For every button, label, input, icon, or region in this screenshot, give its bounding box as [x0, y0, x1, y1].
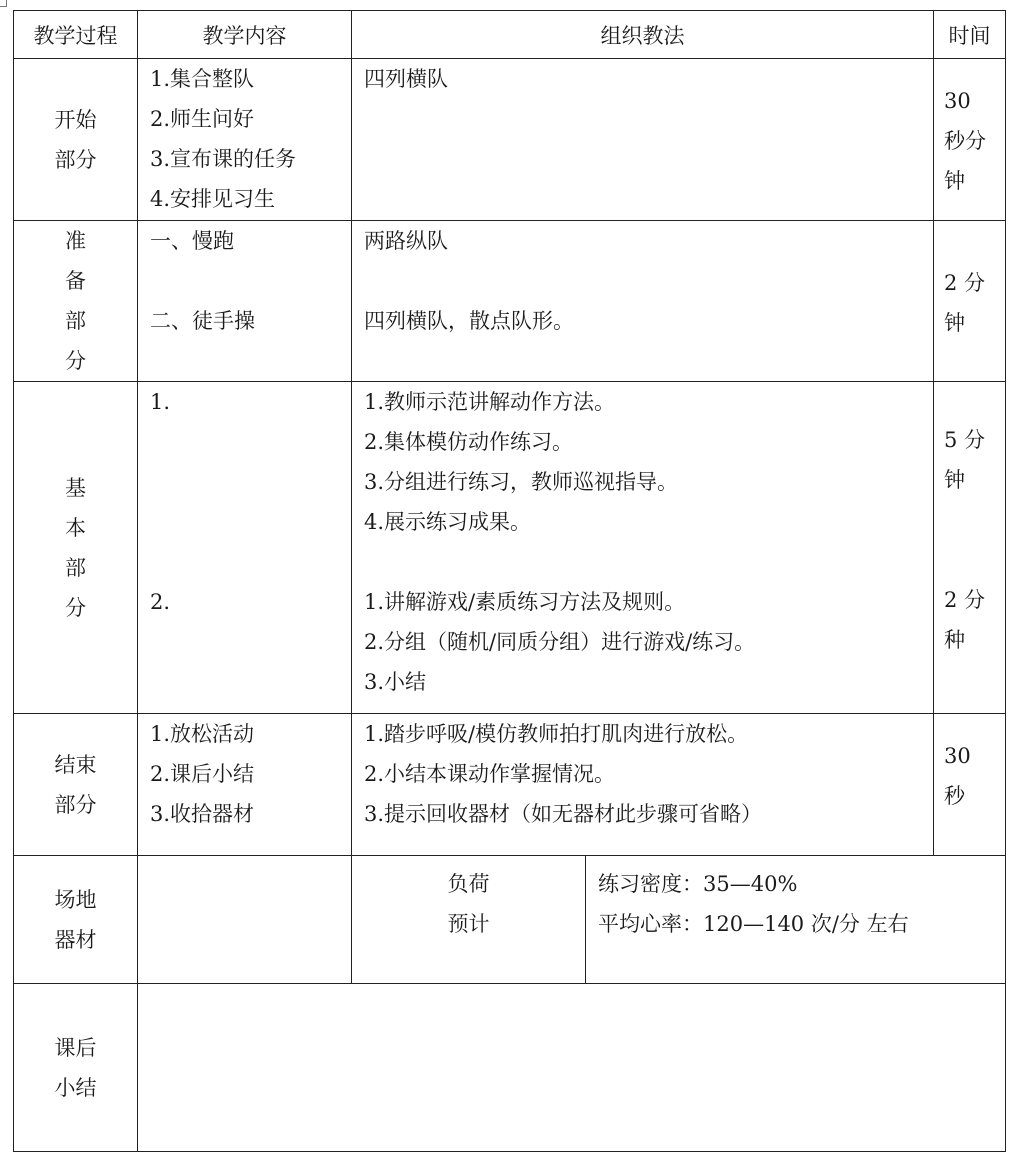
venue-stage [14, 856, 138, 984]
end-content [138, 714, 352, 856]
load-value-line: 练习密度：35—40% [598, 872, 798, 896]
load-values [586, 856, 1006, 984]
method-item: 2.分组（随机/同质分组）进行游戏/练习。 [364, 630, 756, 654]
venue-equipment-cell [138, 856, 352, 984]
method-item: 两路纵队 [364, 229, 448, 253]
method-item: 四列横队 [364, 67, 448, 91]
end-method [352, 714, 934, 856]
basic-stage-char: 部 [65, 555, 86, 580]
prep-content [138, 221, 352, 382]
content-item: 3.宣布课的任务 [150, 147, 297, 171]
time-line: 30 [944, 744, 971, 768]
prep-stage-char: 备 [65, 269, 86, 293]
load-value-line: 平均心率：120—140 次/分 左右 [598, 912, 909, 936]
venue-stage-line: 场地 [54, 887, 97, 912]
basic-content [138, 382, 352, 714]
content-item: 2.课后小结 [150, 762, 255, 786]
end-stage-line: 部分 [54, 792, 97, 817]
load-label [352, 856, 586, 984]
spacer [150, 542, 341, 582]
content-item: 2. [150, 590, 171, 614]
content-item: 1.放松活动 [150, 722, 255, 746]
time-line: 30 [944, 89, 971, 113]
spacer [150, 502, 341, 542]
spacer [944, 500, 999, 580]
start-stage-line: 部分 [54, 147, 97, 172]
method-item: 2.集体模仿动作练习。 [364, 430, 574, 454]
basic-stage-char: 分 [65, 595, 86, 620]
method-item: 2.小结本课动作掌握情况。 [364, 762, 616, 786]
time-line: 钟 [944, 311, 965, 335]
summary-stage [14, 984, 138, 1152]
start-method [352, 59, 934, 221]
basic-method [352, 382, 934, 714]
prep-time [934, 221, 1006, 382]
header-content: 教学内容 [138, 11, 352, 59]
method-item: 3.分组进行练习，教师巡视指导。 [364, 470, 679, 494]
start-stage [14, 59, 138, 221]
basic-stage [14, 382, 138, 714]
time-line: 2 分 [944, 588, 986, 612]
content-item: 二、徒手操 [150, 309, 255, 333]
content-item: 4.安排见习生 [150, 187, 276, 211]
corner-mark [0, 0, 7, 7]
prep-stage-char: 部 [65, 309, 86, 333]
time-line: 钟 [944, 468, 965, 492]
summary-cell [138, 984, 1006, 1152]
row-venue [14, 856, 1006, 984]
time-line: 2 分 [944, 271, 986, 295]
prep-method [352, 221, 934, 382]
end-stage [14, 714, 138, 856]
method-item: 四列横队，散点队形。 [364, 309, 574, 333]
row-start [14, 59, 1006, 221]
basic-stage-char: 本 [65, 515, 86, 540]
time-line: 秒分 [944, 129, 986, 153]
row-prep [14, 221, 1006, 382]
header-row [14, 11, 1006, 59]
basic-stage-char: 基 [65, 475, 86, 500]
time-line: 秒 [944, 784, 965, 808]
method-item: 4.展示练习成果。 [364, 510, 532, 534]
header-process: 教学过程 [14, 11, 138, 59]
load-label-line: 负荷 [447, 872, 490, 896]
load-label-line: 预计 [447, 912, 490, 936]
content-item: 1.集合整队 [150, 67, 255, 91]
spacer [364, 542, 923, 582]
spacer [364, 261, 923, 301]
venue-stage-line: 器材 [54, 927, 97, 952]
basic-time [934, 382, 1006, 714]
content-item: 3.收拾器材 [150, 802, 255, 826]
prep-stage-char: 准 [65, 229, 86, 253]
time-line: 钟 [944, 169, 965, 193]
row-end [14, 714, 1006, 856]
prep-stage-char: 分 [65, 349, 86, 373]
spacer [150, 422, 341, 462]
spacer [150, 462, 341, 502]
method-item: 3.提示回收器材（如无器材此步骤可省略） [364, 802, 763, 826]
row-basic [14, 382, 1006, 714]
content-item: 1. [150, 390, 171, 414]
time-line: 5 分 [944, 428, 986, 452]
start-time [934, 59, 1006, 221]
end-time [934, 714, 1006, 856]
method-item: 1.踏步呼吸/模仿教师拍打肌肉进行放松。 [364, 722, 749, 746]
row-summary [14, 984, 1006, 1152]
method-item: 1.教师示范讲解动作方法。 [364, 390, 616, 414]
summary-stage-line: 课后 [54, 1035, 97, 1060]
summary-stage-line: 小结 [54, 1075, 97, 1100]
header-method: 组织教法 [352, 11, 934, 59]
lesson-plan-table [13, 10, 1006, 1152]
method-item: 3.小结 [364, 670, 427, 694]
content-item: 一、慢跑 [150, 229, 234, 253]
start-content [138, 59, 352, 221]
header-time: 时间 [934, 11, 1006, 59]
time-line: 种 [944, 628, 965, 652]
spacer [150, 261, 341, 301]
start-stage-line: 开始 [54, 107, 97, 132]
content-item: 2.师生问好 [150, 107, 255, 131]
prep-stage [14, 221, 138, 382]
end-stage-line: 结束 [54, 752, 97, 777]
method-item: 1.讲解游戏/素质练习方法及规则。 [364, 590, 686, 614]
